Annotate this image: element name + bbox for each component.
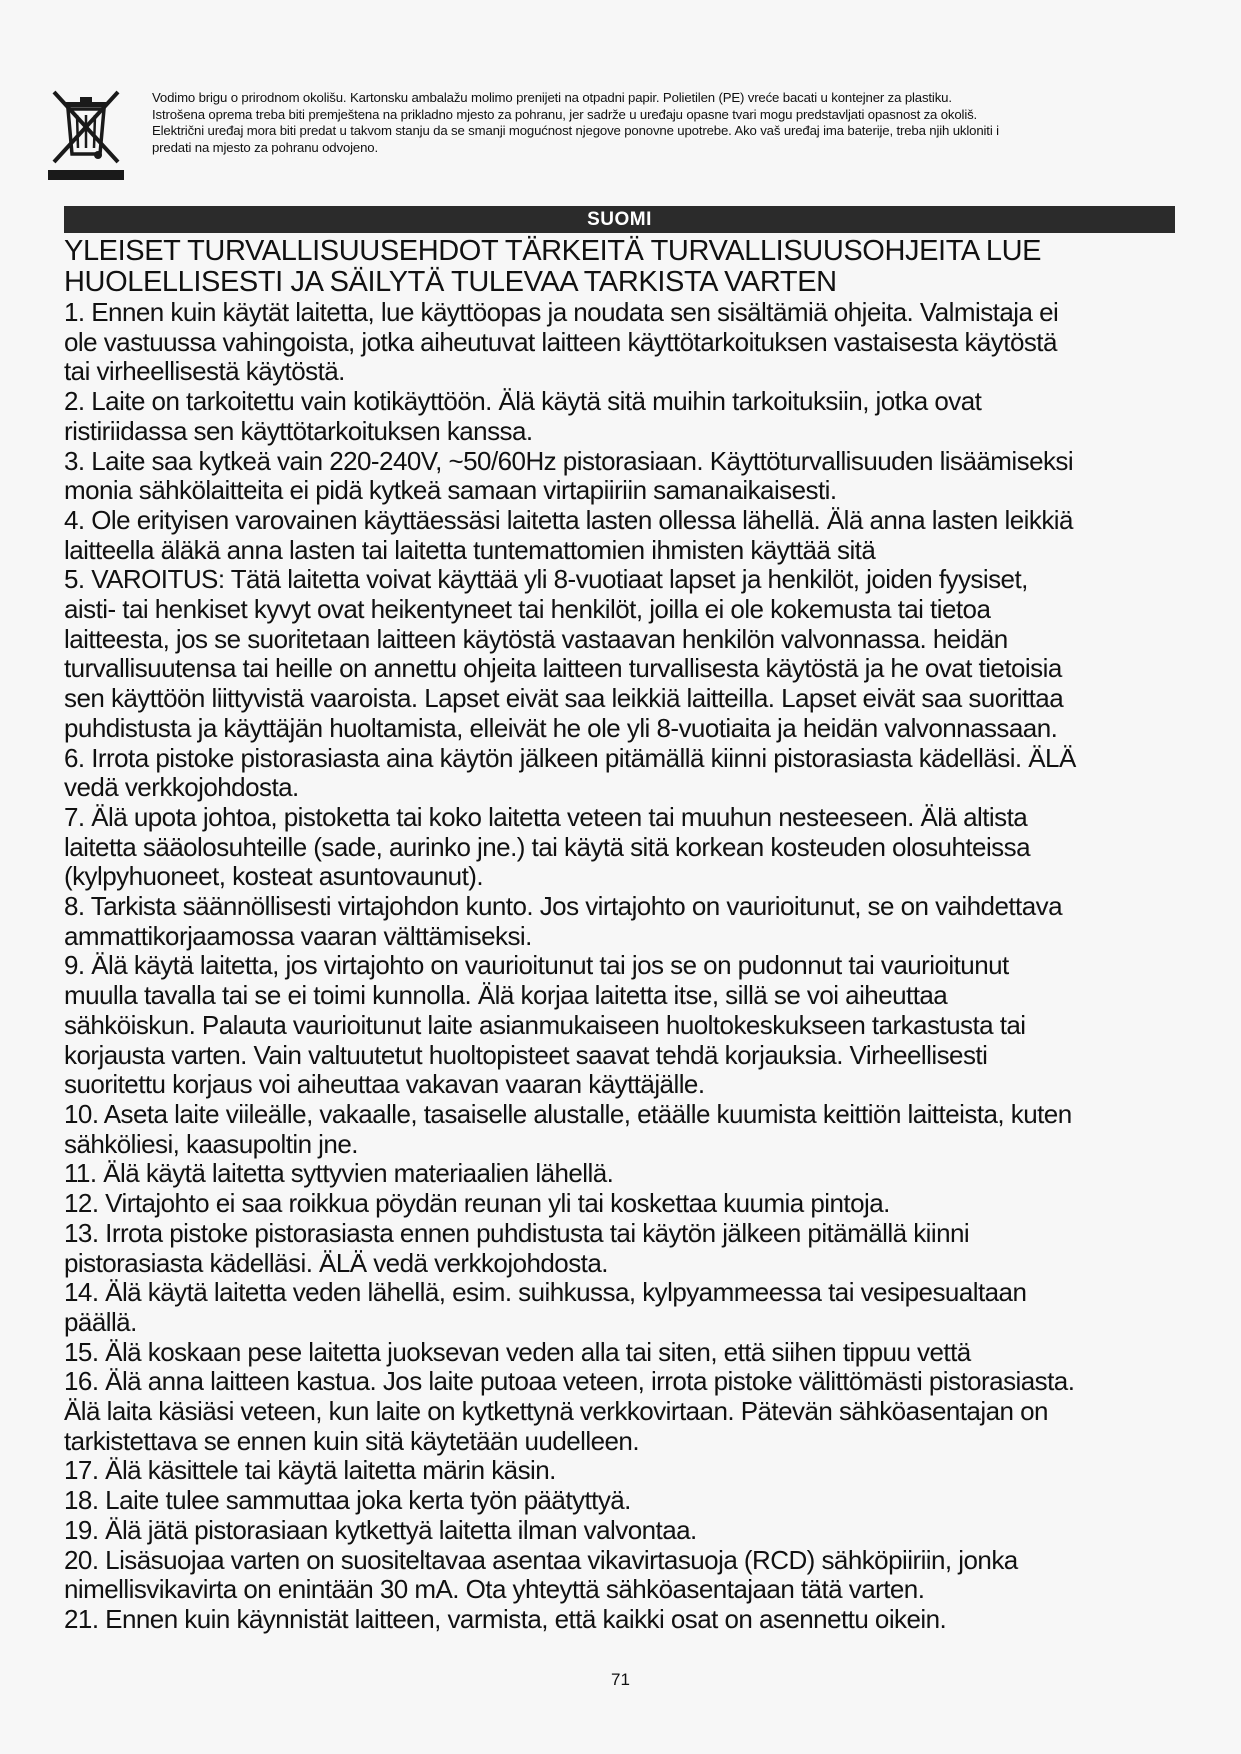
instruction-line: 19. Älä jätä pistorasiaan kytkettyä laitetta ilman valvontaa. bbox=[64, 1514, 697, 1545]
instruction-line: päällä. bbox=[64, 1306, 137, 1337]
instruction-line: laitetta sääolosuhteille (sade, aurinko jne.) tai käytä sitä korkean kosteuden olosuhteissa bbox=[64, 831, 1030, 862]
instruction-line: sen käyttöön liittyvistä vaaroista. Lapset eivät saa leikkiä laitteilla. Lapset eivät saa suorittaa bbox=[64, 683, 1064, 714]
instruction-line: 14. Älä käytä laitetta veden lähellä, esim. suihkussa, kylpyammeessa tai vesipesualtaan bbox=[64, 1277, 1027, 1308]
instruction-line: pistorasiasta kädelläsi. ÄLÄ vedä verkkojohdosta. bbox=[64, 1247, 608, 1278]
disposal-line: Vodimo brigu o prirodnom okolišu. Kartonsku ambalažu molimo prenijeti na otpadni papir. Polietilen (PE) vreće bacati u kontejner za plastiku. bbox=[152, 90, 952, 105]
instruction-line: tai virheellisestä käytöstä. bbox=[64, 356, 345, 387]
instruction-line: 15. Älä koskaan pese laitetta juoksevan veden alla tai siten, että siihen tippuu vettä bbox=[64, 1336, 971, 1367]
instruction-item bbox=[64, 1486, 1184, 1516]
instruction-item bbox=[64, 1159, 1184, 1189]
disposal-line: Električni uređaj mora biti predat u takvom stanju da se smanji mogućnost njegove ponovne upotrebe. Ako vaš uređaj ima baterije, treba njih ukloniti i bbox=[152, 123, 999, 138]
instruction-item bbox=[64, 803, 1184, 892]
instruction-line: vedä verkkojohdosta. bbox=[64, 772, 299, 803]
instruction-line: nimellisvikavirta on enintään 30 mA. Ota yhteyttä sähköasentajaan tätä varten. bbox=[64, 1574, 925, 1605]
heading-line: YLEISET TURVALLISUUSEHDOT TÄRKEITÄ TURVALLISUUSOHJEITA LUE bbox=[64, 235, 1042, 267]
page-number: 71 bbox=[611, 1670, 630, 1689]
section-title-bar: SUOMI bbox=[64, 206, 1175, 233]
instruction-item bbox=[64, 447, 1184, 506]
instruction-item bbox=[64, 951, 1184, 1100]
instruction-line: 5. VAROITUS: Tätä laitetta voivat käyttää yli 8-vuotiaat lapset ja henkilöt, joiden fyysiset, bbox=[64, 564, 1028, 595]
instruction-line: suoritettu korjaus voi aiheuttaa vakavan vaaran käyttäjälle. bbox=[64, 1069, 705, 1100]
instruction-line: ristiriidassa sen käyttötarkoituksen kanssa. bbox=[64, 415, 533, 446]
instruction-item bbox=[64, 1189, 1184, 1219]
instruction-line: 18. Laite tulee sammuttaa joka kerta työn päätyttyä. bbox=[64, 1485, 631, 1516]
instruction-item bbox=[64, 1278, 1184, 1337]
instruction-line: 6. Irrota pistoke pistorasiasta aina käytön jälkeen pitämällä kiinni pistorasiasta kädelläsi. ÄLÄ bbox=[64, 742, 1076, 773]
instruction-line: 21. Ennen kuin käynnistät laitteen, varmista, että kaikki osat on asennettu oikein. bbox=[64, 1603, 947, 1634]
instruction-line: sähköiskun. Palauta vaurioitunut laite asianmukaiseen huoltokeskukseen tarkastusta tai bbox=[64, 1009, 1026, 1040]
instruction-line: laitteella äläkä anna lasten tai laitetta tuntemattomien ihmisten käyttää sitä bbox=[64, 534, 876, 565]
instruction-line: 10. Aseta laite viileälle, vakaalle, tasaiselle alustalle, etäälle kuumista keittiön laitteista, kuten bbox=[64, 1098, 1072, 1129]
instruction-line: 20. Lisäsuojaa varten on suositeltavaa asentaa vikavirtasuoja (RCD) sähköpiiriin, jonka bbox=[64, 1544, 1018, 1575]
instruction-item bbox=[64, 387, 1184, 446]
instruction-line: 17. Älä käsittele tai käytä laitetta märin käsin. bbox=[64, 1455, 556, 1486]
instruction-line: Älä laita käsiäsi veteen, kun laite on kytkettynä verkkovirtaan. Pätevän sähköasentajan on bbox=[64, 1396, 1048, 1427]
instruction-line: (kylpyhuoneet, kosteat asuntovaunut). bbox=[64, 861, 484, 892]
instruction-line: monia sähkölaitteita ei pidä kytkeä samaan virtapiiriin samanaikaisesti. bbox=[64, 475, 837, 506]
instruction-line: 1. Ennen kuin käytät laitetta, lue käyttöopas ja noudata sen sisältämiä ohjeita. Valmistaja ei bbox=[64, 297, 1059, 327]
instruction-item bbox=[64, 1338, 1184, 1368]
instruction-line: 9. Älä käytä laitetta, jos virtajohto on vaurioitunut tai jos se on pudonnut tai vaurioitunut bbox=[64, 950, 1009, 981]
instruction-line: 7. Älä upota johtoa, pistoketta tai koko laitetta veteen tai muuhun nesteeseen. Älä altista bbox=[64, 801, 1028, 832]
instruction-item bbox=[64, 744, 1184, 803]
safety-instructions-list bbox=[64, 298, 1184, 1635]
crossed-out-wheelie-bin-icon bbox=[48, 88, 124, 180]
instruction-item bbox=[64, 565, 1184, 743]
instruction-line: 13. Irrota pistoke pistorasiasta ennen puhdistusta tai käytön jälkeen pitämällä kiinni bbox=[64, 1217, 970, 1248]
instruction-line: 16. Älä anna laitteen kastua. Jos laite putoaa veteen, irrota pistoke välittömästi pistorasiasta. bbox=[64, 1366, 1075, 1397]
instruction-item bbox=[64, 1516, 1184, 1546]
instruction-item bbox=[64, 1605, 1184, 1635]
disposal-line: Istrošena oprema treba biti premještena na prikladno mjesto za pohranu, jer sadrže u uređaju opasne tvari mogu predstavljati opasnost za okoliš. bbox=[152, 106, 978, 122]
instruction-item bbox=[64, 1219, 1184, 1278]
safety-heading bbox=[64, 236, 1175, 298]
instruction-item bbox=[64, 506, 1184, 565]
instruction-line: laitteesta, jos se suoritetaan laitteen käytöstä vastaavan henkilön valvonnassa. heidän bbox=[64, 623, 1008, 654]
instruction-line: 8. Tarkista säännöllisesti virtajohdon kunto. Jos virtajohto on vaurioitunut, se on vaihdettava bbox=[64, 891, 1062, 922]
instruction-line: sähköliesi, kaasupoltin jne. bbox=[64, 1128, 358, 1159]
instruction-item bbox=[64, 892, 1184, 951]
instruction-line: muulla tavalla tai se ei toimi kunnolla. Älä korjaa laitetta itse, sillä se voi aiheuttaa bbox=[64, 980, 948, 1011]
instruction-line: aisti- tai henkiset kyvyt ovat heikentyneet tai henkilöt, joilla ei ole kokemusta tai tietoa bbox=[64, 594, 991, 625]
instruction-line: 4. Ole erityisen varovainen käyttäessäsi laitetta lasten ollessa lähellä. Älä anna lasten leikkiä bbox=[64, 504, 1073, 535]
instruction-item bbox=[64, 1100, 1184, 1159]
instruction-line: korjausta varten. Vain valtuutetut huoltopisteet saavat tehdä korjauksia. Virheellisesti bbox=[64, 1039, 988, 1070]
instruction-item bbox=[64, 1367, 1184, 1456]
instruction-line: 11. Älä käytä laitetta syttyvien materiaalien lähellä. bbox=[64, 1158, 614, 1189]
instruction-item bbox=[64, 1546, 1184, 1605]
instruction-line: 12. Virtajohto ei saa roikkua pöydän reunan yli tai koskettaa kuumia pintoja. bbox=[64, 1188, 890, 1219]
instruction-item bbox=[64, 298, 1184, 387]
heading-line: HUOLELLISESTI JA SÄILYTÄ TULEVAA TARKISTA VARTEN bbox=[64, 266, 837, 298]
instruction-line: puhdistusta ja käyttäjän huoltamista, elleivät he ole yli 8-vuotiaita ja heidän valvonnassaan. bbox=[64, 712, 1058, 743]
instruction-line: tarkistettava se ennen kuin sitä käytetään uudelleen. bbox=[64, 1425, 640, 1456]
instruction-line: 2. Laite on tarkoitettu vain kotikäyttöön. Älä käytä sitä muihin tarkoituksiin, jotka ovat bbox=[64, 386, 982, 417]
disposal-notice bbox=[152, 90, 1172, 156]
instruction-line: ammattikorjaamossa vaaran välttämiseksi. bbox=[64, 920, 532, 951]
instruction-line: turvallisuutensa tai heille on annettu ohjeita laitteen turvallisesta käytöstä ja he ovat tietoisia bbox=[64, 653, 1062, 684]
instruction-item bbox=[64, 1456, 1184, 1486]
instruction-line: 3. Laite saa kytkeä vain 220-240V, ~50/60Hz pistorasiaan. Käyttöturvallisuuden lisäämiseksi bbox=[64, 445, 1074, 476]
disposal-line: predati na mjesto za pohranu odvojeno. bbox=[152, 139, 378, 155]
instruction-line: ole vastuussa vahingoista, jotka aiheutuvat laitteen käyttötarkoituksen vastaisesta käytöstä bbox=[64, 326, 1057, 357]
